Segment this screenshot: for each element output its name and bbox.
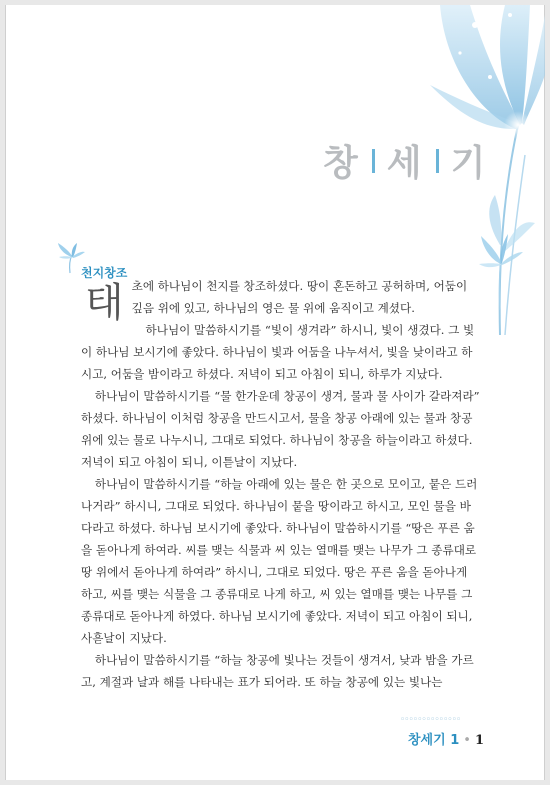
book-title (323, 135, 487, 186)
page-border-left (5, 5, 6, 780)
side-lily-illustration (475, 230, 525, 310)
footer-separator: • (463, 733, 471, 748)
footer-book: 창세기 (408, 733, 446, 748)
book-title-char: 창 (323, 143, 360, 184)
book-title-char: 기 (450, 143, 488, 184)
first-paragraph (81, 275, 481, 326)
page-footer (408, 729, 484, 748)
title-divider (436, 149, 439, 173)
footer-dots: ◦◦◦◦◦◦◦◦◦◦◦◦◦◦ (400, 715, 461, 725)
paragraph: 하나님이 말씀하시기를 “하늘 창공에 빛나는 것들이 생겨서, 낮과 밤을 가르고, 계절과 날과 해를 나타내는 표가 되어라. 또 하늘 창공에 있는 빛나는 (81, 653, 474, 689)
first-paragraph-text: 초에 하나님이 천지를 창조하셨다. 땅이 혼돈하고 공허하며, 어둠이 깊음 위에 있고, 하나님의 영은 물 위에 움직이고 계셨다. (131, 279, 468, 315)
title-divider (372, 149, 375, 173)
page-number: 1 (474, 733, 484, 748)
drop-cap: 태 (85, 280, 124, 326)
paragraph: 하나님이 말씀하시기를 “물 한가운데 창공이 생겨, 물과 물 사이가 갈라져라” 하셨다. 하나님이 이처럼 창공을 만드시고서, 물을 창공 아래에 있는 물과 창공 위에 있는 물로 나누시니, 그대로 되었다. 하나님이 창공을 하늘이라고 하셨다. 저녁이 되고 아침이 되니, 이튿날이 지났다. (81, 389, 480, 469)
section-heading: 천지창조 (81, 266, 128, 280)
footer-chapter: 1 (450, 733, 460, 748)
page (5, 5, 545, 780)
book-title-char: 세 (386, 143, 424, 184)
paragraph: 하나님이 말씀하시기를 “빛이 생겨라” 하시니, 빛이 생겼다. 그 빛이 하나님 보시기에 좋았다. 하나님이 빛과 어둠을 나누셔서, 빛을 낮이라고 하시고, 어둠을 밤이라고 하셨다. 저녁이 되고 아침이 되니, 하루가 지났다. (81, 323, 475, 381)
paragraph: 하나님이 말씀하시기를 “하늘 아래에 있는 물은 한 곳으로 모이고, 뭍은 드러나거라” 하시니, 그대로 되었다. 하나님이 뭍을 땅이라고 하시고, 모인 물을 바다라고 하셨다. 하나님 보시기에 좋았다. 하나님이 말씀하시기를 “땅은 푸른 움을 돋아나게 하여라. 씨를 맺는 식물과 씨 있는 열매를 맺는 나무가 그 종류대로 땅 위에서 돋아나게 하여라” 하시니, 그대로 되었다. 땅은 푸른 움을 돋아나게 하고, 씨를 맺는 식물을 그 종류대로 나게 하고, 씨 있는 열매를 맺는 나무를 그 종류대로 돋아나게 하였다. 하나님 보시기에 좋았다. 저녁이 되고 아침이 되니, 사흗날이 지났다. (81, 477, 478, 645)
body-text (81, 275, 481, 693)
